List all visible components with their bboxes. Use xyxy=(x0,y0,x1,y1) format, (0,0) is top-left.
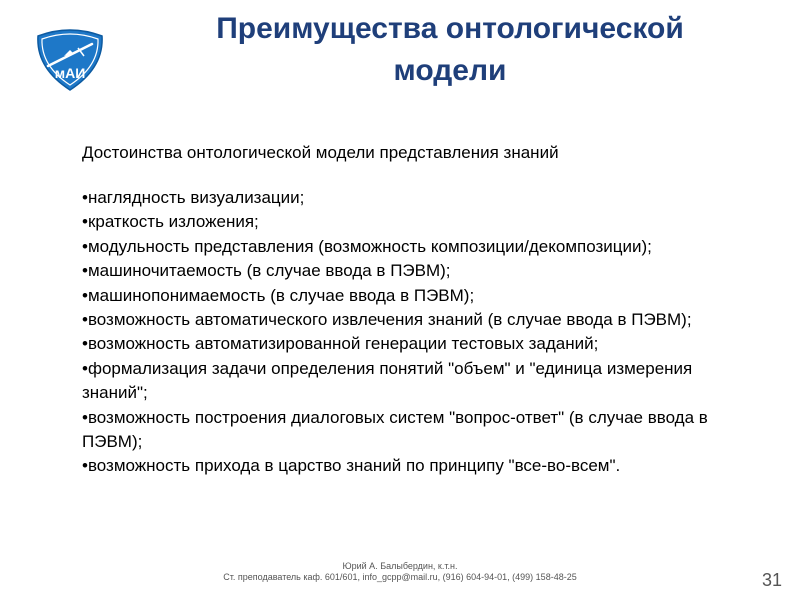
advantages-list xyxy=(82,186,762,479)
list-item: •возможность прихода в царство знаний по принципу "все-во-всем". xyxy=(82,456,621,476)
list-item: •возможность автоматизированной генерации тестовых заданий; xyxy=(82,334,599,354)
list-item: •машинопонимаемость (в случае ввода в ПЭВМ); xyxy=(82,285,475,305)
footer xyxy=(150,561,650,583)
footer-contacts: Ст. преподаватель каф. 601/601, info_gcpp@mail.ru, (916) 604-94-01, (499) 158-48-25 xyxy=(223,572,577,582)
list-item: •возможность автоматического извлечения знаний (в случае ввода в ПЭВМ); xyxy=(82,310,692,330)
slide-number: 31 xyxy=(761,570,782,590)
list-item: •машиночитаемость (в случае ввода в ПЭВМ); xyxy=(82,261,451,281)
slide-title-line2: модели xyxy=(393,54,507,87)
list-item: •формализация задачи определения понятий "объем" и "единица измерения знаний"; xyxy=(82,358,693,403)
mai-logo xyxy=(34,26,106,92)
slide-content xyxy=(82,142,762,479)
list-item: •возможность построения диалоговых систем "вопрос-ответ" (в случае ввода в ПЭВМ); xyxy=(82,407,708,452)
list-item: •модульность представления (возможность композиции/декомпозиции); xyxy=(82,236,652,256)
footer-author: Юрий А. Балыбердин, к.т.н. xyxy=(342,561,458,571)
svg-text:мАИ: мАИ xyxy=(54,65,86,81)
list-item: •наглядность визуализации; xyxy=(82,188,305,207)
list-item: •краткость изложения; xyxy=(82,212,259,232)
intro-text: Достоинства онтологической модели представления знаний xyxy=(82,143,559,162)
slide-title-line1: Преимущества онтологической xyxy=(216,12,684,45)
slide-title xyxy=(150,8,750,92)
